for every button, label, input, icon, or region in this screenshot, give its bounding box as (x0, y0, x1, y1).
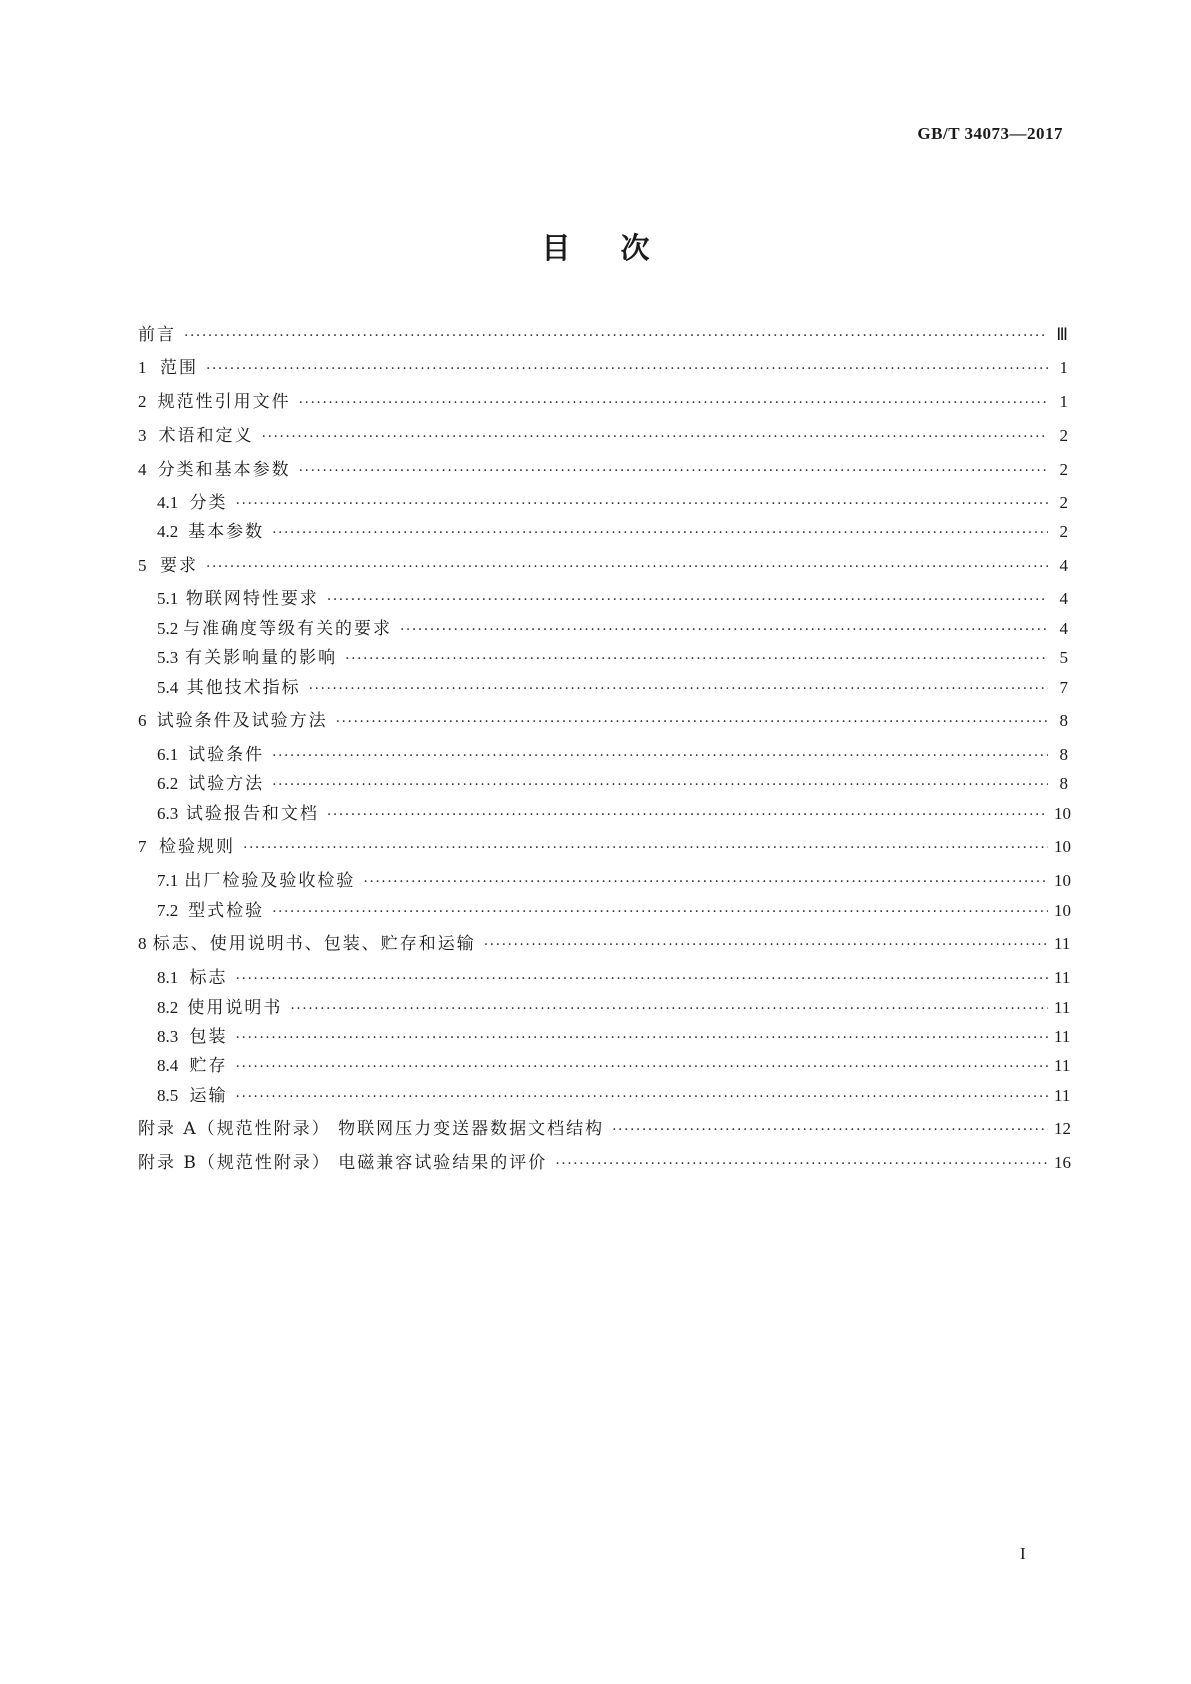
toc-entry-label: 要求 (160, 556, 198, 576)
toc-entry-label: 附录 A（规范性附录） 物联网压力变送器数据文档结构 (138, 1119, 605, 1139)
toc-entry-label: 基本参数 (188, 522, 265, 542)
toc-entry[interactable] (157, 966, 1071, 990)
toc-leader-dots (327, 803, 1048, 827)
toc-leader-dots (262, 425, 1048, 449)
toc-entry-label: 与准确度等级有关的要求 (182, 619, 392, 639)
toc-leader-dots (400, 618, 1048, 642)
toc-entry-number: 4.1 (157, 493, 179, 512)
toc-entry-number: 8.5 (157, 1086, 179, 1105)
toc-entry[interactable] (157, 646, 1068, 670)
toc-entry[interactable] (138, 323, 1068, 347)
toc-leader-dots (555, 1152, 1048, 1176)
toc-leader-dots (309, 677, 1048, 701)
toc-entry-label: 术语和定义 (158, 426, 254, 446)
toc-leader-dots (345, 647, 1048, 671)
toc-entry[interactable] (157, 491, 1068, 515)
toc-entry-page: 8 (1059, 774, 1068, 793)
toc-entry[interactable] (138, 424, 1068, 448)
standard-code: GB/T 34073—2017 (917, 124, 1063, 143)
toc-entry-label: 标志 (189, 968, 228, 988)
toc-entry-page: 4 (1059, 589, 1068, 608)
toc-entry[interactable] (157, 802, 1071, 826)
toc-entry-label: 检验规则 (159, 837, 236, 857)
toc-entry[interactable] (138, 1151, 1071, 1175)
toc-entry-page: 1 (1059, 392, 1068, 411)
toc-entry-number: 7 (138, 837, 147, 856)
toc-entry-page: 11 (1054, 1086, 1071, 1105)
toc-leader-dots (272, 521, 1048, 545)
toc-entry-label: 分类 (189, 493, 228, 513)
toc-entry-label: 规范性引用文件 (157, 392, 291, 412)
toc-entry-label: 前言 (138, 325, 176, 345)
toc-entry-page: 12 (1054, 1119, 1071, 1138)
toc-entry-page: 2 (1059, 426, 1068, 445)
toc-entry-page: 10 (1054, 871, 1071, 890)
toc-leader-dots (236, 967, 1048, 991)
toc-entry[interactable] (157, 772, 1068, 796)
toc-entry-label: 运输 (189, 1086, 228, 1106)
toc-entry[interactable] (157, 869, 1071, 893)
toc-entry[interactable] (138, 1117, 1071, 1141)
toc-entry-number: 6.1 (157, 745, 179, 764)
toc-entry-number: 1 (138, 358, 147, 377)
toc-leader-dots (236, 492, 1048, 516)
toc-entry[interactable] (157, 1084, 1071, 1108)
toc-entry[interactable] (157, 617, 1068, 641)
toc-entry-number: 8.2 (157, 998, 179, 1017)
toc-entry-page: 8 (1059, 745, 1068, 764)
toc-leader-dots (299, 459, 1048, 483)
toc-entry-label: 包装 (189, 1027, 228, 1047)
toc-entry-label: 范围 (160, 358, 198, 378)
toc-entry-label: 使用说明书 (187, 998, 283, 1018)
toc-entry[interactable] (157, 899, 1071, 923)
toc-entry[interactable] (138, 458, 1068, 482)
toc-entry-number: 2 (138, 392, 147, 411)
toc-entry-label: 有关影响量的影响 (185, 648, 338, 668)
toc-entry[interactable] (157, 676, 1068, 700)
toc-leader-dots (272, 773, 1048, 797)
page-title: 目次 (541, 231, 700, 265)
toc-leader-dots (206, 555, 1048, 579)
toc-entry[interactable] (138, 709, 1068, 733)
toc-entry-page: 2 (1059, 460, 1068, 479)
toc-entry-number: 7.1 (157, 871, 179, 890)
toc-leader-dots (336, 710, 1048, 734)
toc-leader-dots (272, 900, 1048, 924)
toc-entry-page: 5 (1059, 648, 1068, 667)
toc-entry[interactable] (157, 587, 1068, 611)
toc-leader-dots (243, 836, 1048, 860)
toc-leader-dots (299, 391, 1048, 415)
toc-entry-page: 11 (1054, 968, 1071, 987)
toc-entry-page: Ⅲ (1056, 325, 1068, 344)
toc-entry-number: 4.2 (157, 522, 179, 541)
toc-entry-label: 标志、使用说明书、包装、贮存和运输 (152, 934, 476, 954)
toc-entry-label: 分类和基本参数 (157, 460, 291, 480)
toc-entry[interactable] (138, 932, 1071, 956)
toc-entry-page: 4 (1059, 619, 1068, 638)
toc-entry[interactable] (138, 835, 1071, 859)
toc-entry-page: 10 (1054, 804, 1071, 823)
toc-entry-number: 5.2 (157, 619, 179, 638)
toc-leader-dots (236, 1026, 1048, 1050)
toc-entry-number: 6.3 (157, 804, 179, 823)
toc-leader-dots (327, 588, 1048, 612)
toc-entry-label: 型式检验 (188, 901, 265, 921)
toc-entry[interactable] (157, 1025, 1071, 1049)
toc-entry-page: 10 (1054, 837, 1071, 856)
page-number: I (1020, 1544, 1026, 1563)
toc-entry-page: 2 (1059, 522, 1068, 541)
toc-entry-page: 4 (1059, 556, 1068, 575)
toc-entry-number: 3 (138, 426, 147, 445)
toc-leader-dots (236, 1085, 1048, 1109)
toc-entry-page: 11 (1054, 934, 1071, 953)
toc-entry-label: 出厂检验及验收检验 (184, 871, 356, 891)
toc-entry-label: 试验条件及试验方法 (156, 711, 328, 731)
toc-entry[interactable] (157, 520, 1068, 544)
toc-entry-label: 试验方法 (188, 774, 265, 794)
toc-entry-label: 贮存 (189, 1056, 228, 1076)
toc-entry-page: 16 (1054, 1153, 1071, 1172)
toc-entry-number: 5.3 (157, 648, 179, 667)
toc-entry[interactable] (157, 996, 1071, 1020)
toc-leader-dots (206, 357, 1048, 381)
toc-entry-label: 试验报告和文档 (185, 804, 319, 824)
toc-leader-dots (272, 744, 1048, 768)
toc-leader-dots (612, 1118, 1048, 1142)
toc-leader-dots (290, 997, 1048, 1021)
toc-entry-number: 8.3 (157, 1027, 179, 1046)
toc-leader-dots (184, 324, 1048, 348)
toc-entry-page: 7 (1059, 678, 1068, 697)
toc-entry-number: 4 (138, 460, 147, 479)
toc-entry-label: 物联网特性要求 (185, 589, 319, 609)
toc-entry-page: 11 (1054, 1056, 1071, 1075)
toc-entry-number: 6 (138, 711, 147, 730)
toc-entry-number: 8.4 (157, 1056, 179, 1075)
toc-entry-page: 11 (1054, 998, 1071, 1017)
toc-entry-number: 5.4 (157, 678, 179, 697)
toc-entry[interactable] (157, 743, 1068, 767)
toc-entry-page: 11 (1054, 1027, 1071, 1046)
toc-entry-number: 8.1 (157, 968, 179, 987)
toc-leader-dots (363, 870, 1048, 894)
toc-entry-page: 1 (1059, 358, 1068, 377)
toc-entry-number: 5 (138, 556, 147, 575)
toc-entry-label: 附录 B（规范性附录） 电磁兼容试验结果的评价 (138, 1153, 548, 1173)
toc-entry[interactable] (138, 554, 1068, 578)
toc-entry-number: 8 (138, 934, 147, 953)
toc-entry-page: 10 (1054, 901, 1071, 920)
toc-entry-number: 6.2 (157, 774, 179, 793)
toc-entry-page: 2 (1059, 493, 1068, 512)
toc-entry-number: 7.2 (157, 901, 179, 920)
toc-leader-dots (236, 1055, 1048, 1079)
toc-entry[interactable] (157, 1054, 1071, 1078)
toc-entry-label: 其他技术指标 (186, 678, 301, 698)
toc-entry-label: 试验条件 (188, 745, 265, 765)
toc-entry[interactable] (138, 356, 1068, 380)
toc-entry-number: 5.1 (157, 589, 179, 608)
toc-leader-dots (484, 933, 1048, 957)
toc-entry[interactable] (138, 390, 1068, 414)
toc-entry-page: 8 (1059, 711, 1068, 730)
